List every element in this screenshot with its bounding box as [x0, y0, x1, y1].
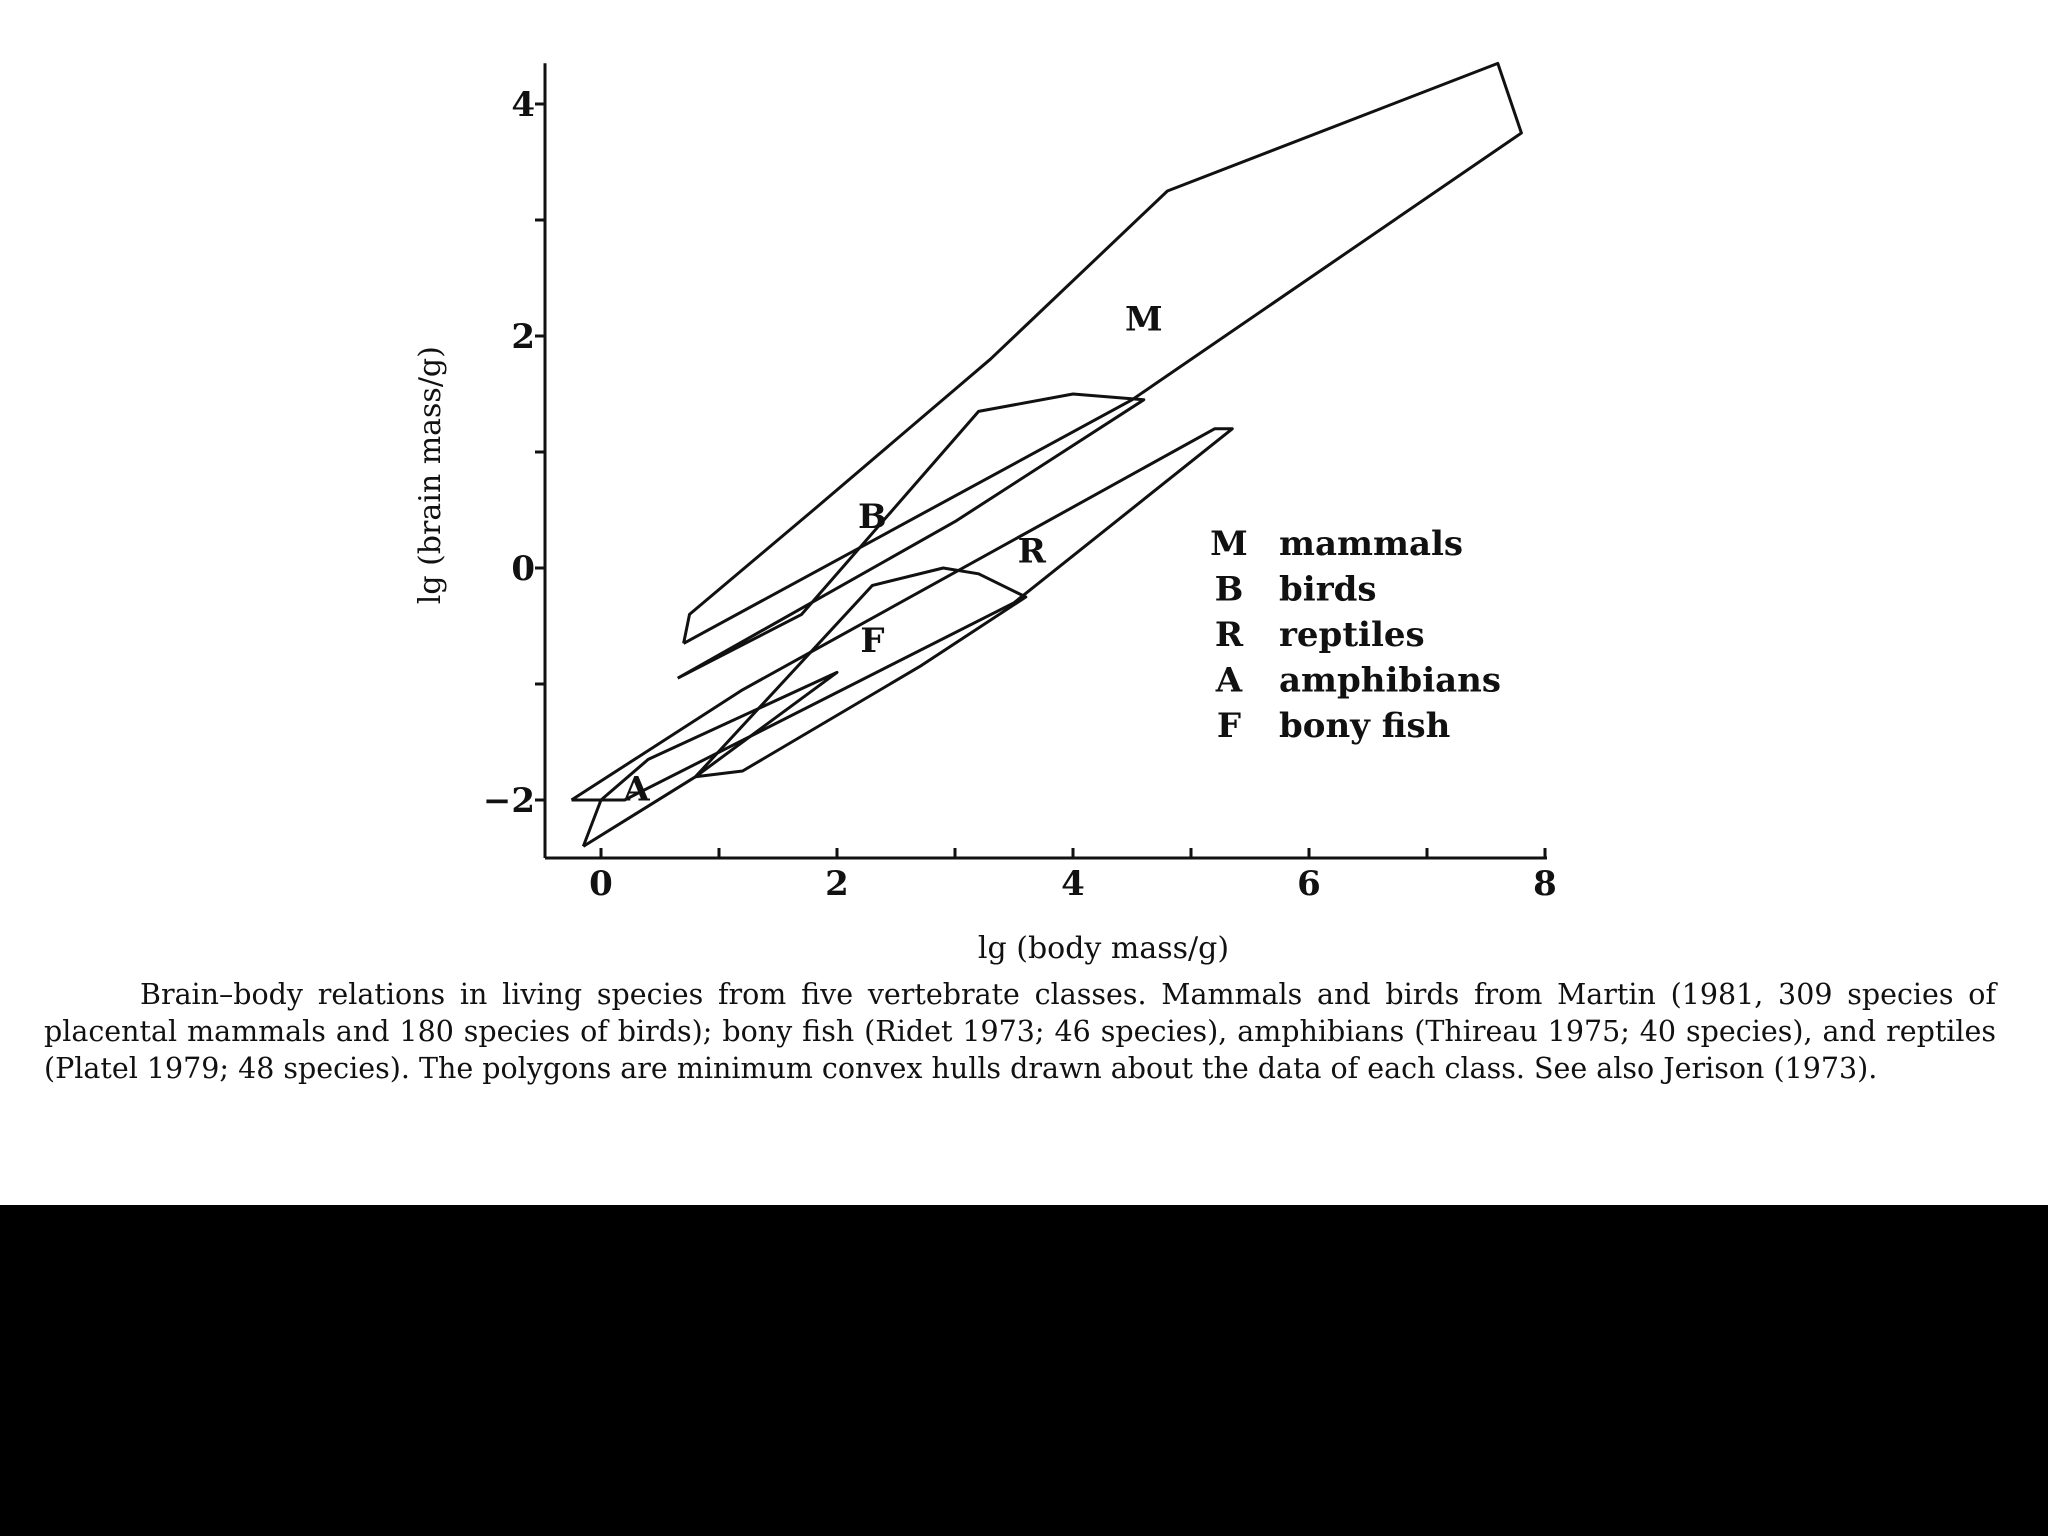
x-tick-label: 8: [1533, 864, 1557, 904]
hull-b: [678, 394, 1144, 678]
region-label-b: B: [858, 496, 887, 537]
x-tick-label: 2: [825, 864, 849, 904]
x-tick-label: 6: [1297, 864, 1321, 904]
y-tick-label: 2: [511, 317, 535, 357]
legend-key: M: [1210, 524, 1248, 564]
region-label-a: A: [623, 769, 650, 810]
legend-key: R: [1214, 615, 1244, 655]
figure-caption: Brain–body relations in living species from five vertebrate classes. Mammals and birds from Martin (1981, 309 species of placental mammals and 180 species of birds); bony fish (Ridet 1973; 46 species), amphibians (Thireau 1975; 40 species), and reptiles (Platel 1979; 48 species). The polygons are minimum convex hulls drawn about the data of each class. See also Jerison (1973).: [44, 978, 1996, 1085]
hull-r: [572, 429, 1233, 800]
x-tick-label: 0: [589, 864, 613, 904]
region-label-f: F: [860, 620, 885, 661]
x-axis-title: lg (body mass/g): [977, 931, 1230, 966]
legend-key: B: [1214, 569, 1244, 610]
x-tick-label: 4: [1061, 864, 1085, 904]
y-tick-label: −2: [482, 781, 535, 821]
legend-entry-label: amphibians: [1279, 660, 1501, 701]
y-axis-title: lg (brain mass/g): [413, 346, 448, 605]
legend-key: F: [1216, 706, 1242, 746]
region-label-r: R: [1017, 531, 1046, 572]
legend-entry-label: reptiles: [1279, 615, 1425, 655]
legend-entry-label: bony fish: [1279, 706, 1451, 746]
legend-entry-label: mammals: [1279, 524, 1464, 564]
hull-f: [695, 568, 1025, 777]
y-tick-label: 0: [511, 549, 535, 589]
legend-entry-label: birds: [1279, 569, 1377, 610]
legend: [1210, 524, 1501, 746]
region-label-m: M: [1124, 299, 1163, 340]
y-tick-label: 4: [511, 85, 535, 125]
legend-key: A: [1215, 660, 1243, 701]
